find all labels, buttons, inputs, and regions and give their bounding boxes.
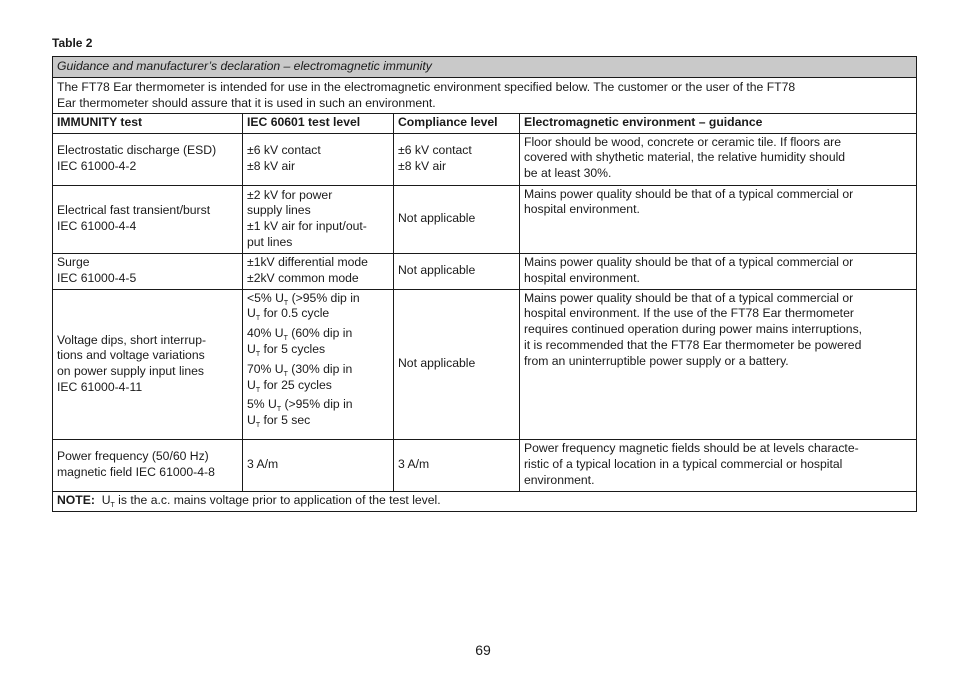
cell-line: supply lines — [247, 203, 311, 218]
cell-line: covered with shythetic material, the relative humidity should — [524, 150, 846, 165]
level-dip: (60% dip in — [287, 326, 353, 341]
intro-line: Ear thermometer should assure that it is used in such an environment. — [57, 95, 436, 110]
cell-line: Power frequency magnetic fields should be at levels characte- — [524, 441, 859, 456]
cell-line: ±8 kV air — [398, 159, 447, 174]
level-pct: <5% U — [247, 290, 284, 305]
level-u: U — [247, 413, 256, 428]
immunity-test-cell — [53, 185, 243, 253]
guidance-cell — [520, 289, 917, 439]
immunity-test-cell — [53, 439, 243, 491]
table-row — [53, 253, 917, 289]
cell-line: hospital environment. — [524, 202, 640, 217]
cell-line: hospital environment. If the use of the FT78 Ear thermometer — [524, 306, 854, 321]
header-immunity-test: IMMUNITY test — [53, 113, 243, 133]
test-level-cell — [243, 185, 394, 253]
cell-line: ±6 kV contact — [247, 143, 321, 158]
immunity-test-cell — [53, 133, 243, 185]
cell-line: put lines — [247, 234, 293, 249]
subscript-t: T — [255, 386, 261, 394]
subscript-t: T — [110, 502, 115, 510]
cell-line: Mains power quality should be that of a typical commercial or — [524, 255, 854, 270]
immunity-test-cell — [53, 289, 243, 439]
test-level-cell — [243, 133, 394, 185]
cell-line: ristic of a typical location in a typical commercial or hospital — [524, 457, 843, 472]
dip-level-item — [247, 291, 389, 323]
header-row — [53, 113, 917, 133]
cell-line — [247, 291, 389, 307]
guidance-cell — [520, 185, 917, 253]
dip-level-item — [247, 397, 389, 429]
cell-line: Voltage dips, short interrup- — [57, 332, 207, 347]
compliance-cell: Not applicable — [394, 185, 520, 253]
level-period: for 5 cycles — [260, 341, 326, 356]
level-dip: (>95% dip in — [281, 397, 353, 412]
cell-line — [247, 378, 389, 394]
subscript-t: T — [283, 299, 289, 307]
subscript-t: T — [283, 335, 288, 343]
table-row — [53, 289, 917, 439]
cell-line: environment. — [524, 472, 595, 487]
level-dip: (30% dip in — [287, 361, 353, 376]
cell-line: Power frequency (50/60 Hz) — [57, 449, 209, 464]
level-period: for 5 sec — [260, 413, 311, 428]
subscript-t: T — [255, 422, 261, 430]
level-pct: 70% U — [247, 361, 284, 376]
note-row — [53, 491, 917, 511]
guidance-cell — [520, 253, 917, 289]
cell-line — [247, 413, 389, 429]
note-label: NOTE: — [57, 493, 95, 508]
cell-line: magnetic field IEC 61000-4-8 — [57, 465, 215, 480]
cell-line: from an uninterruptible power supply or a battery. — [524, 353, 789, 368]
dip-level-item — [247, 326, 389, 358]
level-pct: 5% U — [247, 397, 277, 412]
cell-line: IEC 61000-4-11 — [57, 379, 143, 394]
cell-line: IEC 61000-4-2 — [57, 159, 137, 174]
table-row — [53, 185, 917, 253]
cell-line: ±2kV common mode — [247, 271, 359, 286]
subscript-t: T — [283, 370, 288, 378]
subscript-t: T — [276, 406, 282, 414]
page-number: 69 — [475, 642, 491, 658]
guidance-cell — [520, 133, 917, 185]
intro-line: The FT78 Ear thermometer is intended for use in the electromagnetic environment specified below. The customer or the user of the FT78 — [57, 80, 796, 94]
cell-line: be at least 30%. — [524, 166, 612, 181]
note-u: U — [101, 493, 111, 508]
cell-line — [247, 326, 389, 342]
cell-line: ±2 kV for power — [247, 187, 333, 202]
cell-line: Mains power quality should be that of a typical commercial or — [524, 290, 854, 305]
header-test-level: IEC 60601 test level — [243, 113, 394, 133]
cell-line: Mains power quality should be that of a typical commercial or — [524, 186, 854, 201]
cell-line: tions and voltage variations — [57, 348, 205, 363]
cell-line: Surge — [57, 255, 90, 270]
level-dip: (>95% dip in — [288, 290, 360, 305]
cell-line — [247, 397, 389, 413]
table-label: Table 2 — [52, 36, 93, 50]
note-text: is the a.c. mains voltage prior to application of the test level. — [114, 493, 441, 508]
intro-row — [53, 78, 917, 114]
table-caption-row — [53, 57, 917, 78]
guidance-cell — [520, 439, 917, 491]
level-period: for 0.5 cycle — [260, 306, 330, 321]
cell-line: on power supply input lines — [57, 364, 205, 379]
cell-line: ±8 kV air — [247, 159, 296, 174]
cell-line: requires continued operation during power mains interruptions, — [524, 322, 863, 337]
level-period: for 25 cycles — [260, 377, 332, 392]
subscript-t: T — [255, 315, 261, 323]
cell-line: IEC 61000-4-5 — [57, 271, 137, 286]
cell-line — [247, 362, 389, 378]
cell-line: IEC 61000-4-4 — [57, 219, 137, 234]
test-level-cell — [243, 253, 394, 289]
level-u: U — [247, 306, 256, 321]
cell-line: Electrical fast transient/burst — [57, 203, 211, 218]
compliance-cell — [394, 133, 520, 185]
header-guidance: Electromagnetic environment – guidance — [520, 113, 917, 133]
cell-line: ±1 kV air for input/out- — [247, 219, 367, 234]
cell-line: Electrostatic discharge (ESD) — [57, 143, 217, 158]
table-caption: Guidance and manufacturer’s declaration – electromagnetic immunity — [53, 57, 917, 78]
cell-line: hospital environment. — [524, 271, 640, 286]
dip-level-item — [247, 362, 389, 394]
level-pct: 40% U — [247, 326, 284, 341]
cell-line: ±1kV differential mode — [247, 255, 368, 270]
test-level-cell: 3 A/m — [243, 439, 394, 491]
intro-text — [53, 78, 917, 114]
cell-line: Floor should be wood, concrete or ceramic tile. If floors are — [524, 134, 842, 149]
level-u: U — [247, 377, 256, 392]
cell-line: it is recommended that the FT78 Ear thermometer be powered — [524, 337, 862, 352]
test-level-cell — [243, 289, 394, 439]
compliance-cell: Not applicable — [394, 253, 520, 289]
table-row — [53, 133, 917, 185]
cell-line — [247, 306, 389, 322]
compliance-cell: Not applicable — [394, 289, 520, 439]
subscript-t: T — [255, 350, 261, 358]
compliance-cell: 3 A/m — [394, 439, 520, 491]
level-u: U — [247, 341, 256, 356]
header-compliance-level: Compliance level — [394, 113, 520, 133]
table-row — [53, 439, 917, 491]
cell-line — [247, 342, 389, 358]
immunity-table — [52, 56, 917, 512]
note-cell — [53, 491, 917, 511]
immunity-test-cell — [53, 253, 243, 289]
cell-line: ±6 kV contact — [398, 143, 472, 158]
